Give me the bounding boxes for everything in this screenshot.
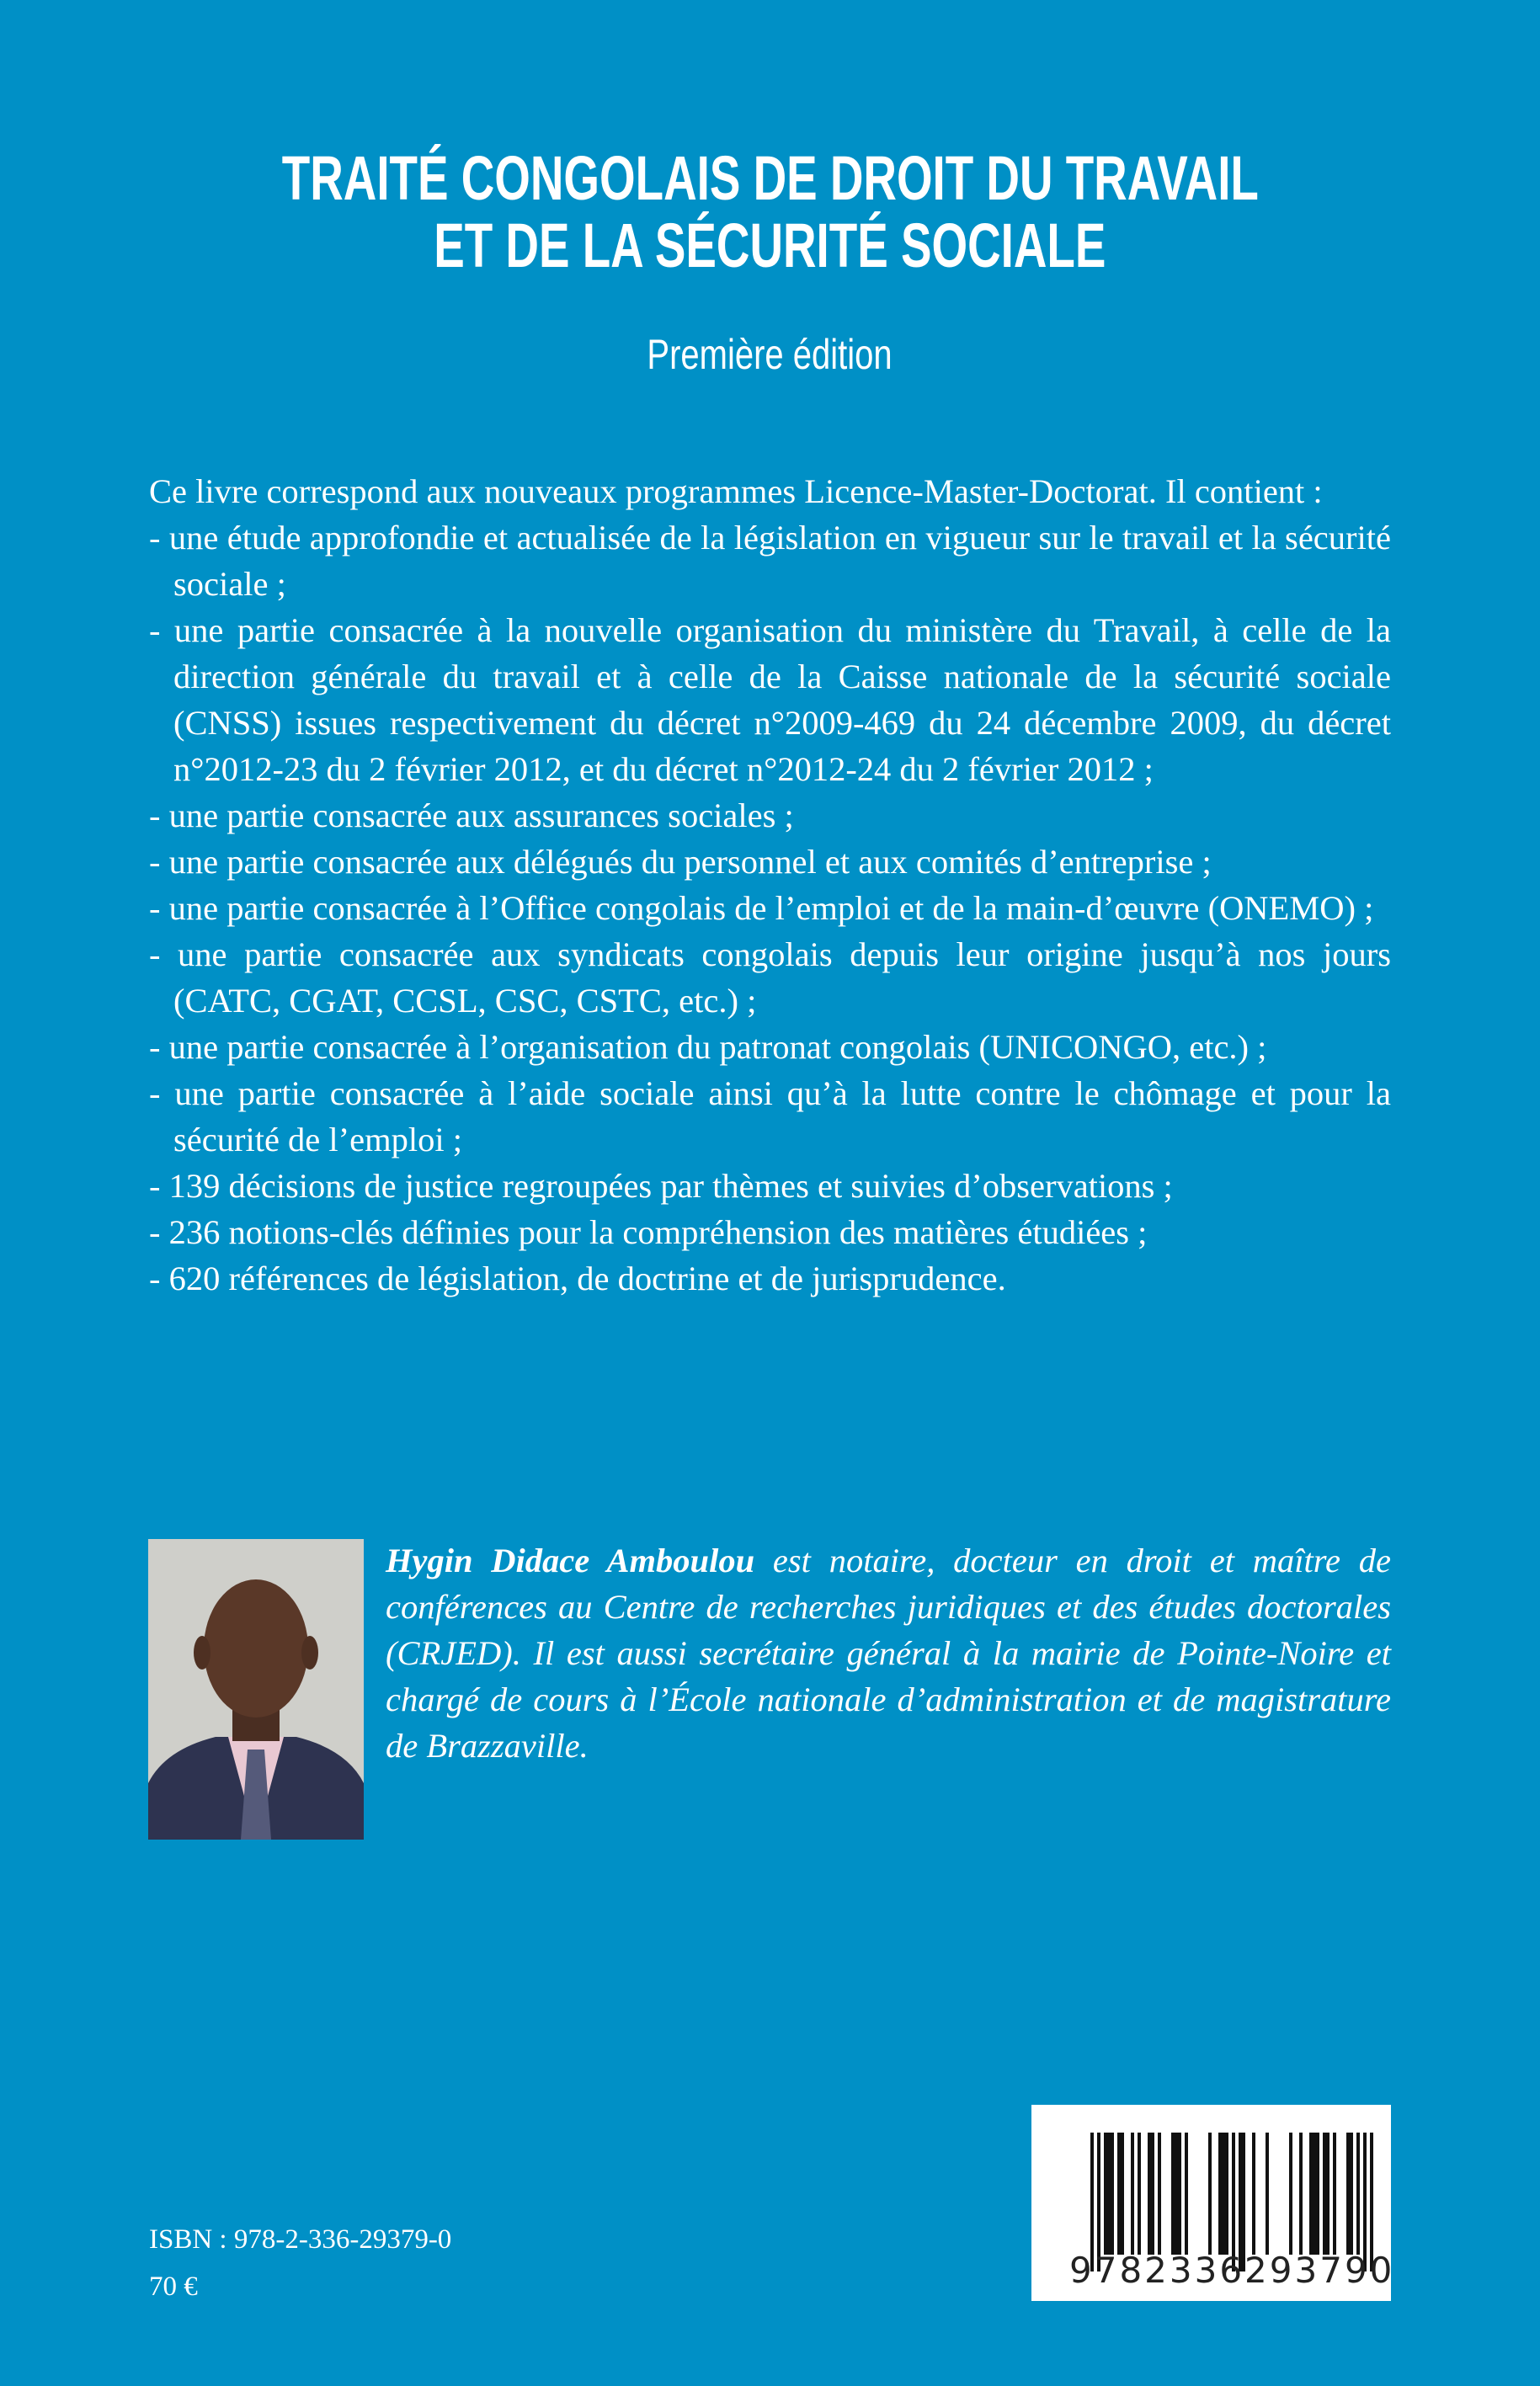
barcode-bar	[1266, 2133, 1269, 2255]
barcode-bar	[1323, 2133, 1330, 2255]
edition-label: Première édition	[647, 331, 893, 378]
list-item: - une étude approfondie et actualisée de la législation en vigueur sur le travail et la sécurité sociale ;	[149, 519, 1391, 603]
list-item: - 236 notions-clés définies pour la compréhension des matières étudiées ;	[149, 1213, 1148, 1251]
barcode-bar	[1252, 2133, 1255, 2255]
author-photo	[148, 1539, 364, 1840]
barcode-bar	[1208, 2133, 1212, 2255]
list-item: - une partie consacrée à la nouvelle organisation du ministère du Travail, à celle de la direction générale du travail et à celle de la Caisse nationale de la sécurité sociale (CNSS) issues respectivement du décret n°2009-469 du 24 décembre 2009, du décret n°2012-23 du 2 février 2012, et du décret n°2012-24 du 2 février 2012 ;	[149, 611, 1391, 788]
list-item: - 620 références de législation, de doctrine et de jurisprudence.	[149, 1260, 1006, 1297]
barcode-bar	[1309, 2133, 1319, 2255]
isbn: ISBN : 978-2-336-29379-0	[149, 2224, 452, 2255]
price: 70 €	[149, 2271, 198, 2302]
list-item: - une partie consacrée aux délégués du personnel et aux comités d’entreprise ;	[149, 843, 1212, 881]
intro: Ce livre correspond aux nouveaux programmes Licence-Master-Doctorat. Il contient :	[149, 472, 1323, 510]
author-name: Hygin Didace Amboulou	[386, 1542, 755, 1579]
barcode-bar	[1356, 2133, 1360, 2255]
list-item: - une partie consacrée à l’Office congolais de l’emploi et de la main-d’œuvre (ONEMO) ;	[149, 889, 1374, 927]
barcode-bar	[1131, 2133, 1134, 2255]
barcode-bar	[1138, 2133, 1141, 2255]
list-item: - une partie consacrée aux assurances sociales ;	[149, 796, 794, 834]
list-item: - une partie consacrée à l’aide sociale ainsi qu’à la lutte contre le chômage et pour la sécurité de l’emploi ;	[149, 1074, 1391, 1158]
isbn-block	[149, 2216, 451, 2310]
title-line-2: ET DE LA SÉCURITÉ SOCIALE	[434, 210, 1106, 280]
barcode-bar	[1333, 2133, 1336, 2255]
barcode-number: 9782336293790	[1069, 2250, 1395, 2291]
title-line-1: TRAITÉ CONGOLAIS DE DROIT DU TRAVAIL	[281, 143, 1259, 213]
barcode-bar	[1218, 2133, 1228, 2255]
list-item: - une partie consacrée aux syndicats congolais depuis leur origine jusqu’à nos jours (CATC, CGAT, CCSL, CSC, CSTC, etc.) ;	[149, 935, 1391, 1020]
author-bio	[386, 1537, 1391, 1769]
barcode-bar	[1148, 2133, 1154, 2255]
barcode-bar	[1299, 2133, 1303, 2255]
edition	[0, 330, 1540, 379]
book-title	[0, 145, 1540, 280]
barcode	[1031, 2105, 1395, 2301]
list-item: - une partie consacrée à l’organisation du patronat congolais (UNICONGO, etc.) ;	[149, 1028, 1267, 1066]
barcode-bar	[1185, 2133, 1188, 2255]
barcode-bar	[1158, 2133, 1161, 2255]
barcode-bar	[1171, 2133, 1181, 2255]
list-item: - 139 décisions de justice regroupées par thèmes et suivies d’observations ;	[149, 1167, 1173, 1205]
author-bio-text: est notaire, docteur en droit et maître de conférences au Centre de recherches juridiques et des études doctorales (CRJED). Il est aussi secrétaire général à la mairie de Pointe-Noire et chargé de cours à l’École nationale d’administration et de magistrature de Brazzaville.	[386, 1542, 1391, 1765]
content-list	[149, 514, 1391, 1302]
barcode-bar	[1289, 2133, 1292, 2255]
barcode-bar	[1346, 2133, 1353, 2255]
description	[149, 468, 1391, 1302]
barcode-bar	[1104, 2133, 1114, 2255]
barcode-bars	[1090, 2133, 1353, 2266]
barcode-bar	[1117, 2133, 1124, 2255]
